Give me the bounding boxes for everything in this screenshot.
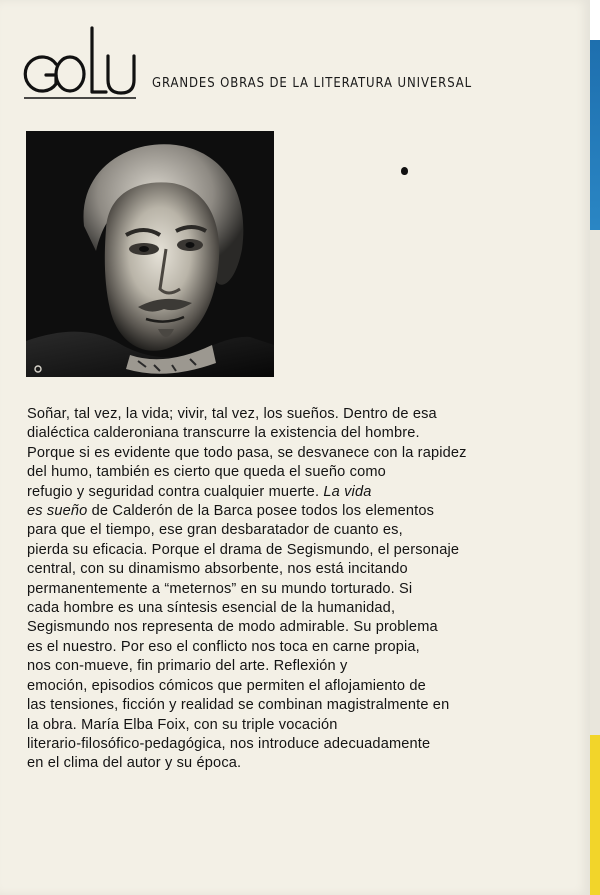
- blurb-line: dialéctica calderoniana transcurre la existencia del hombre.: [27, 425, 420, 442]
- blurb-line-text: de Calderón de la Barca posee todos los elementos: [91, 503, 435, 520]
- golu-logo: [22, 26, 138, 102]
- book-title-part-1: La vida: [323, 483, 372, 500]
- blurb-line: la obra. María Elba Foix, con su triple vocación: [27, 716, 338, 733]
- book-title-part-2: es sueño: [27, 503, 88, 520]
- blurb-line: emoción, episodios cómicos que permiten el aflojamiento de: [27, 677, 426, 694]
- series-title: GRANDES OBRAS DE LA LITERATURA UNIVERSAL: [152, 76, 473, 91]
- blurb-line: central, con su dinamismo absorbente, nos está incitando: [27, 561, 408, 578]
- blurb-line: [27, 483, 547, 502]
- cover-edge-strip: [590, 0, 600, 895]
- blurb-line: pierda su eficacia. Porque el drama de Segismundo, el personaje: [27, 541, 460, 558]
- ink-speck: [401, 167, 408, 175]
- blurb-line: es el nuestro. Por eso el conflicto nos toca en carne propia,: [27, 638, 420, 655]
- blurb-line: literario-filosófico-pedagógica, nos introduce adecuadamente: [27, 735, 431, 752]
- blurb-line: las tensiones, ficción y realidad se combinan magistralmente en: [27, 697, 450, 714]
- portrait-image: [26, 131, 274, 377]
- blurb-line: del humo, también es cierto que queda el sueño como: [27, 464, 386, 481]
- blurb-line-text: refugio y seguridad contra cualquier muerte.: [27, 483, 320, 500]
- back-cover-blurb: [27, 405, 547, 774]
- blurb-line: en el clima del autor y su época.: [27, 755, 242, 772]
- author-portrait: [26, 131, 274, 377]
- blurb-line: Soñar, tal vez, la vida; vivir, tal vez, los sueños. Dentro de esa: [27, 406, 437, 422]
- blurb-line: cada hombre es una síntesis esencial de la humanidad,: [27, 600, 396, 617]
- blurb-line: nos con-mueve, fin primario del arte. Reflexión y: [27, 658, 348, 675]
- blurb-line: Segismundo nos representa de modo admirable. Su problema: [27, 619, 438, 636]
- blurb-line: [27, 502, 547, 521]
- blurb-line: Porque si es evidente que todo pasa, se desvanece con la rapidez: [27, 444, 467, 461]
- blurb-line: para que el tiempo, ese gran desbaratador de cuanto es,: [27, 522, 403, 539]
- blurb-line: permanentemente a “meternos” en su mundo torturado. Si: [27, 580, 413, 597]
